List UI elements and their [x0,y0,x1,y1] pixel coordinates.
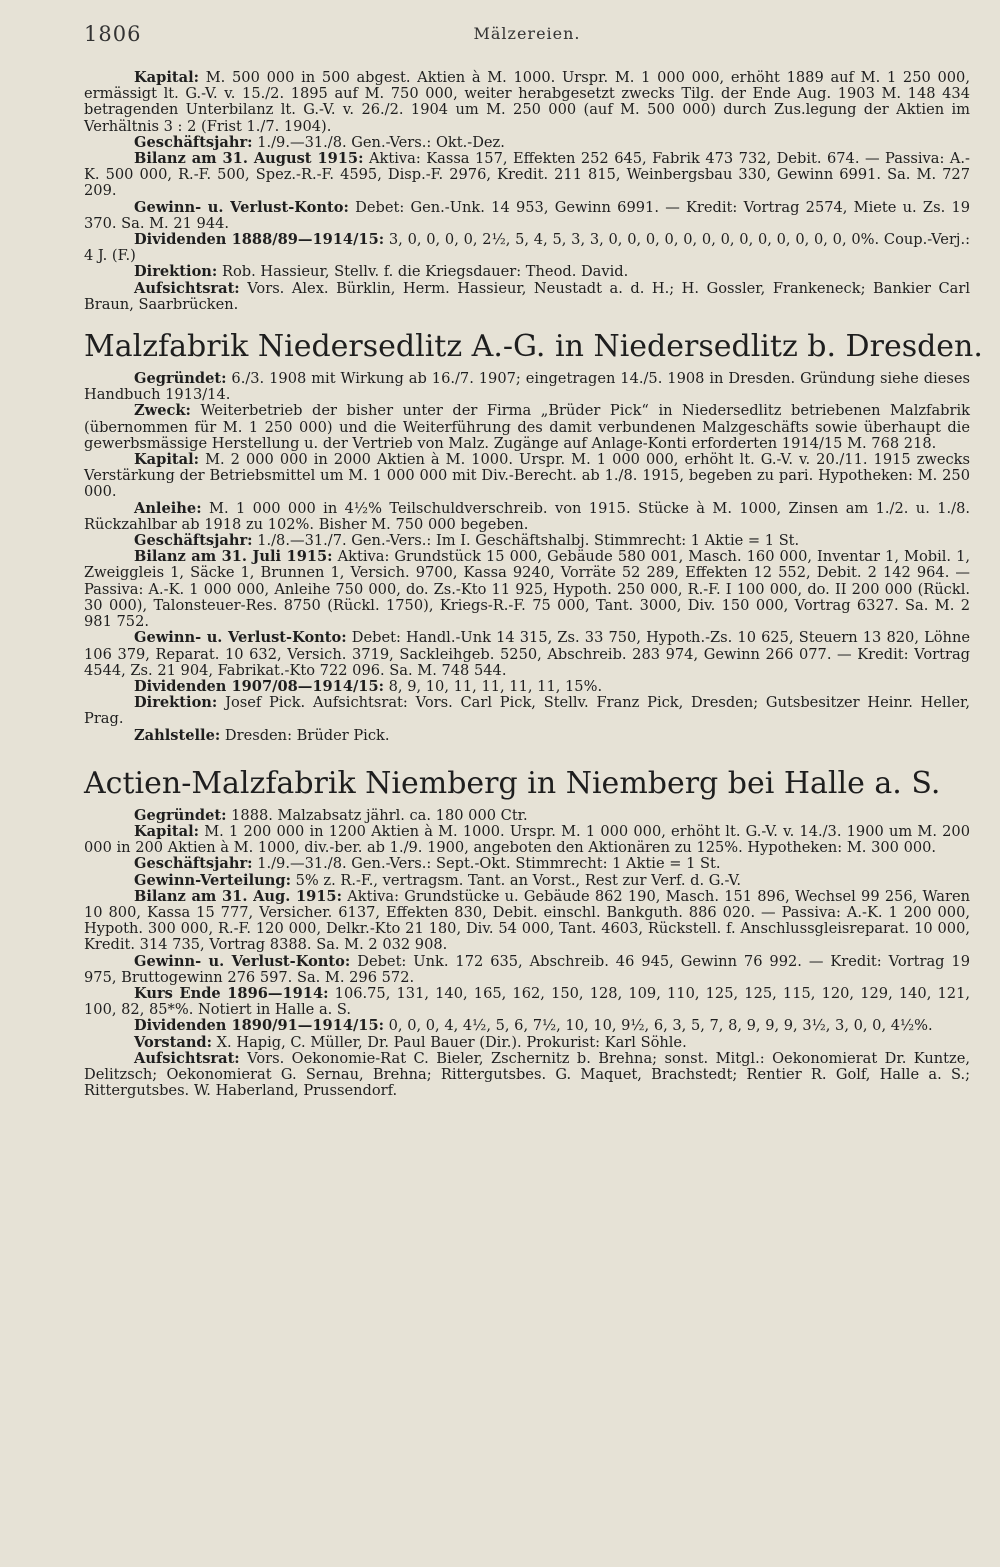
entry-gegruendet: Gegründet: 6./3. 1908 mit Wirkung ab 16./7. 1907; eingetragen 14./5. 1908 in Dresden. Gründung siehe dieses Handbuch 1913/14. [84,370,970,404]
entry-zweck: Zweck: Weiterbetrieb der bisher unter der Firma „Brüder Pick“ in Niedersedlitz betriebenen Malzfabrik (übernommen für M. 1 250 000) und die Weiterführung des damit verbundenen Malzgeschäfts sowie überhaupt die gewerbsmässige Herstellung u. der Vertrieb von Malz. Zugänge auf Anlage-Konti erforderten 1914/15 M. 768 218. [84,402,970,452]
section-malzfabrik-niedersedlitz [84,329,983,744]
section-continuation [84,70,970,313]
entry-aufsichtsrat: Aufsichtsrat: Vors. Oekonomie-Rat C. Bieler, Zschernitz b. Brehna; sonst. Mitgl.: Oekonomierat Dr. Kuntze, Delitzsch; Oekonomierat G. Sernau, Brehna; Rittergutsbes. G. Maquet, Brachstedt; Rentier R. Golf, Halle a. S.; Rittergutsbes. W. Haberland, Prussendorf. [84,1049,970,1100]
page-number: 1806 [84,22,142,46]
entry-gegruendet: Gegründet: 1888. Malzabsatz jährl. ca. 180 000 Ctr. [134,806,528,824]
company-title: Malzfabrik Niedersedlitz A.-G. in Niedersedlitz b. Dresden. [84,329,983,365]
entry-anleihe: Anleihe: M. 1 000 000 in 4½% Teilschuldverschreib. von 1915. Stücke à M. 1000, Zinsen am 1./2. u. 1./8. Rückzahlbar ab 1918 zu 102%. Bisher M. 750 000 begeben. [84,499,971,533]
entry-kapital: Kapital: M. 500 000 in 500 abgest. Aktien à M. 1000. Urspr. M. 1 000 000, erhöht 1889 auf M. 1 250 000, ermässigt lt. G.-V. v. 15./2. 1895 auf M. 750 000, weiter herabgesetzt zwecks Tilg. der Ende Aug. 1903 M. 148 434 betragenden Unterbilanz lt. G.-V. v. 26./2. 1904 um M. 250 000 (auf M. 500 000) durch Zus.legung der Aktien im Verhältnis 3 : 2 (Frist 1./7. 1904). [84,69,970,135]
entry-geschaeftsjahr: Geschäftsjahr: 1./8.—31./7. Gen.-Vers.: Im I. Geschäftshalbj. Stimmrecht: 1 Aktie = 1 St. [134,532,800,550]
entry-dividenden: Dividenden 1907/08—1914/15: 8, 9, 10, 11, 11, 11, 11, 15%. [134,677,603,695]
entry-bilanz: Bilanz am 31. August 1915: Aktiva: Kassa 157, Effekten 252 645, Fabrik 473 732, Debit. 674. — Passiva: A.-K. 500 000, R.-F. 500, Spez.-R.-F. 4595, Disp.-F. 2976, Kredit. 211 815, Weinbergsbau 330, Gewinn 6991. Sa. M. 727 209. [84,150,970,200]
entry-kurs: Kurs Ende 1896—1914: 106.75, 131, 140, 165, 162, 150, 128, 109, 110, 125, 125, 115, 120, 129, 140, 121, 100, 82, 85*%. Notiert in Halle a. S. [84,984,970,1019]
entry-gewinn-verlust: Gewinn- u. Verlust-Konto: Debet: Gen.-Unk. 14 953, Gewinn 6991. — Kredit: Vortrag 2574, Miete u. Zs. 19 370. Sa. M. 21 944. [84,198,971,232]
entry-geschaeftsjahr: Geschäftsjahr: 1./9.—31./8. Gen.-Vers.: Okt.-Dez. [134,133,505,151]
entry-gewinn-verlust: Gewinn- u. Verlust-Konto: Debet: Handl.-Unk 14 315, Zs. 33 750, Hypoth.-Zs. 10 625, Steuern 13 820, Löhne 106 379, Reparat. 10 632, Versich. 3719, Sackleihgeb. 5250, Abschreib. 283 974, Gewinn 266 077. — Kredit: Vortrag 4544, Zs. 21 904, Fabrikat.-Kto 722 096. Sa. M. 748 544. [84,629,970,679]
entry-aufsichtsrat: Aufsichtsrat: Vors. Alex. Bürklin, Herm. Hassieur, Neustadt a. d. H.; H. Gossler, Frankeneck; Bankier Carl Braun, Saarbrücken. [84,279,970,313]
entry-gewinn-verlust: Gewinn- u. Verlust-Konto: Debet: Unk. 172 635, Abschreib. 46 945, Gewinn 76 992. — Kredit: Vortrag 19 975, Bruttogewinn 276 597. Sa. M. 296 572. [84,952,971,986]
entry-geschaeftsjahr: Geschäftsjahr: 1./9.—31./8. Gen.-Vers.: Sept.-Okt. Stimmrecht: 1 Aktie = 1 St. [134,855,721,873]
entry-kapital: Kapital: M. 2 000 000 in 2000 Aktien à M. 1000. Urspr. M. 1 000 000, erhöht lt. G.-V. v. 20./11. 1915 zwecks Verstärkung der Betriebsmittel um M. 1 000 000 mit Div.-Berecht. ab 1./8. 1915, begeben zu pari. Hypotheken: M. 250 000. [84,451,971,501]
entry-bilanz: Bilanz am 31. Juli 1915: Aktiva: Grundstück 15 000, Gebäude 580 001, Masch. 160 000, Inventar 1, Mobil. 1, Zweiggleis 1, Säcke 1, Brunnen 1, Versich. 9700, Kassa 9240, Vorräte 52 289, Effekten 12 552, Debit. 2 142 964. — Passiva: A.-K. 1 000 000, Anleihe 750 000, do. Zs.-Kto 11 925, Hypoth. 250 000, R.-F. I 100 000, do. II 200 000 (Rückl. 30 000), Talonsteuer-Res. 8750 (Rückl. 1750), Kriegs-R.-F. 75 000, Tant. 3000, Div. 150 000, Vortrag 6327. Sa. M. 2 981 752. [84,548,970,631]
running-title: Mälzereien. [473,24,581,43]
running-header [84,22,970,56]
section-actien-malzfabrik-niemberg [84,766,970,1100]
entry-bilanz: Bilanz am 31. Aug. 1915: Aktiva: Grundstücke u. Gebäude 862 190, Masch. 151 896, Wechsel 99 256, Waren 10 800, Kassa 15 777, Versicher. 6137, Effekten 830, Debit. einschl. Bankguth. 886 020. — Passiva: A.-K. 1 200 000, Hypoth. 300 000, R.-F. 120 000, Delkr.-Kto 21 180, Div. 54 000, Tant. 4603, Rückstell. f. Anschlussgleisreparat. 10 000, Kredit. 314 735, Vortrag 8388. Sa. M. 2 032 908. [84,887,970,954]
entry-zahlstelle: Zahlstelle: Dresden: Brüder Pick. [134,726,390,744]
entry-direktion: Direktion: Josef Pick. Aufsichtsrat: Vors. Carl Pick, Stellv. Franz Pick, Dresden; Gutsbesitzer Heinr. Heller, Prag. [84,694,970,728]
company-title: Actien-Malzfabrik Niemberg in Niemberg bei Halle a. S. [84,765,941,801]
entry-gewinn-verteilung: Gewinn-Verteilung: 5% z. R.-F., vertragsm. Tant. an Vorst., Rest zur Verf. d. G.-V. [134,871,742,889]
entry-dividenden: Dividenden 1888/89—1914/15: 3, 0, 0, 0, 0, 2½, 5, 4, 5, 3, 3, 0, 0, 0, 0, 0, 0, 0, 0, 0, 0, 0, 0, 0, 0%. Coup.-Verj.: 4 J. (F.) [84,231,971,265]
entry-dividenden: Dividenden 1890/91—1914/15: 0, 0, 0, 4, 4½, 5, 6, 7½, 10, 10, 9½, 6, 3, 5, 7, 8, 9, 9, 9, 3½, 3, 0, 0, 4½%. [134,1017,933,1035]
entry-vorstand: Vorstand: X. Hapig, C. Müller, Dr. Paul Bauer (Dir.). Prokurist: Karl Söhle. [134,1033,687,1051]
entry-direktion: Direktion: Rob. Hassieur, Stellv. f. die Kriegsdauer: Theod. David. [134,263,629,281]
entry-kapital: Kapital: M. 1 200 000 in 1200 Aktien à M. 1000. Urspr. M. 1 000 000, erhöht lt. G.-V. v. 14./3. 1900 um M. 200 000 in 200 Aktien à M. 1000, div.-ber. ab 1./9. 1900, angeboten den Aktionären zu 125%. Hypotheken: M. 300 000. [84,822,971,857]
